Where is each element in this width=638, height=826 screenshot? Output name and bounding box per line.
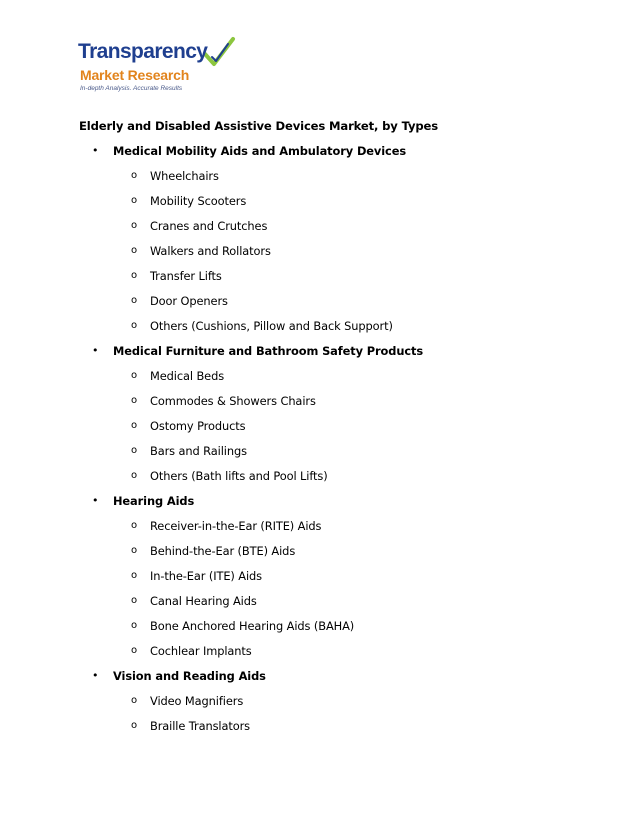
sub-item: Video Magnifiers: [150, 694, 244, 708]
sub-item: Medical Beds: [150, 369, 225, 383]
sub-item-bullet: o: [131, 295, 138, 306]
sub-item-bullet: o: [131, 620, 138, 631]
category-heading: Medical Mobility Aids and Ambulatory Devices: [113, 144, 407, 158]
category-heading: Hearing Aids: [113, 494, 195, 508]
category-heading: Vision and Reading Aids: [113, 669, 266, 683]
sub-item-bullet: o: [131, 570, 138, 581]
category-bullet: •: [92, 669, 99, 682]
sub-item: Mobility Scooters: [150, 194, 247, 208]
category-bullet: •: [92, 144, 99, 157]
sub-item: Behind-the-Ear (BTE) Aids: [150, 544, 296, 558]
category-heading: Medical Furniture and Bathroom Safety Products: [113, 344, 424, 358]
sub-item: Walkers and Rollators: [150, 244, 271, 258]
sub-item: Receiver-in-the-Ear (RITE) Aids: [150, 519, 322, 533]
sub-item: Wheelchairs: [150, 169, 219, 183]
sub-item: Canal Hearing Aids: [150, 594, 257, 608]
sub-item: Bars and Railings: [150, 444, 247, 458]
company-logo: [78, 36, 248, 98]
sub-item-bullet: o: [131, 695, 138, 706]
sub-item-bullet: o: [131, 545, 138, 556]
sub-item-bullet: o: [131, 170, 138, 181]
category-bullet: •: [92, 344, 99, 357]
sub-item: Ostomy Products: [150, 419, 246, 433]
sub-item-bullet: o: [131, 470, 138, 481]
sub-item-bullet: o: [131, 245, 138, 256]
logo-subtitle: Market Research: [80, 67, 190, 83]
sub-item: Commodes & Showers Chairs: [150, 394, 316, 408]
sub-item-bullet: o: [131, 520, 138, 531]
sub-item-bullet: o: [131, 645, 138, 656]
sub-item: In-the-Ear (ITE) Aids: [150, 569, 263, 583]
document-title: Elderly and Disabled Assistive Devices Market, by Types: [79, 119, 438, 133]
sub-item: Door Openers: [150, 294, 228, 308]
category-bullet: •: [92, 494, 99, 507]
sub-item-bullet: o: [131, 395, 138, 406]
sub-item: Others (Cushions, Pillow and Back Support): [150, 319, 393, 333]
logo-tagline: In-depth Analysis. Accurate Results: [80, 85, 183, 92]
sub-item-bullet: o: [131, 195, 138, 206]
logo-wordmark: Transparency: [78, 40, 208, 63]
sub-item-bullet: o: [131, 320, 138, 331]
sub-item: Cochlear Implants: [150, 644, 252, 658]
sub-item-bullet: o: [131, 370, 138, 381]
sub-item-bullet: o: [131, 720, 138, 731]
sub-item-bullet: o: [131, 595, 138, 606]
sub-item: Bone Anchored Hearing Aids (BAHA): [150, 619, 355, 633]
sub-item: Cranes and Crutches: [150, 219, 268, 233]
sub-item: Others (Bath lifts and Pool Lifts): [150, 469, 328, 483]
sub-item: Braille Translators: [150, 719, 250, 733]
sub-item-bullet: o: [131, 445, 138, 456]
sub-item-bullet: o: [131, 420, 138, 431]
sub-item-bullet: o: [131, 220, 138, 231]
sub-item-bullet: o: [131, 270, 138, 281]
sub-item: Transfer Lifts: [150, 269, 222, 283]
